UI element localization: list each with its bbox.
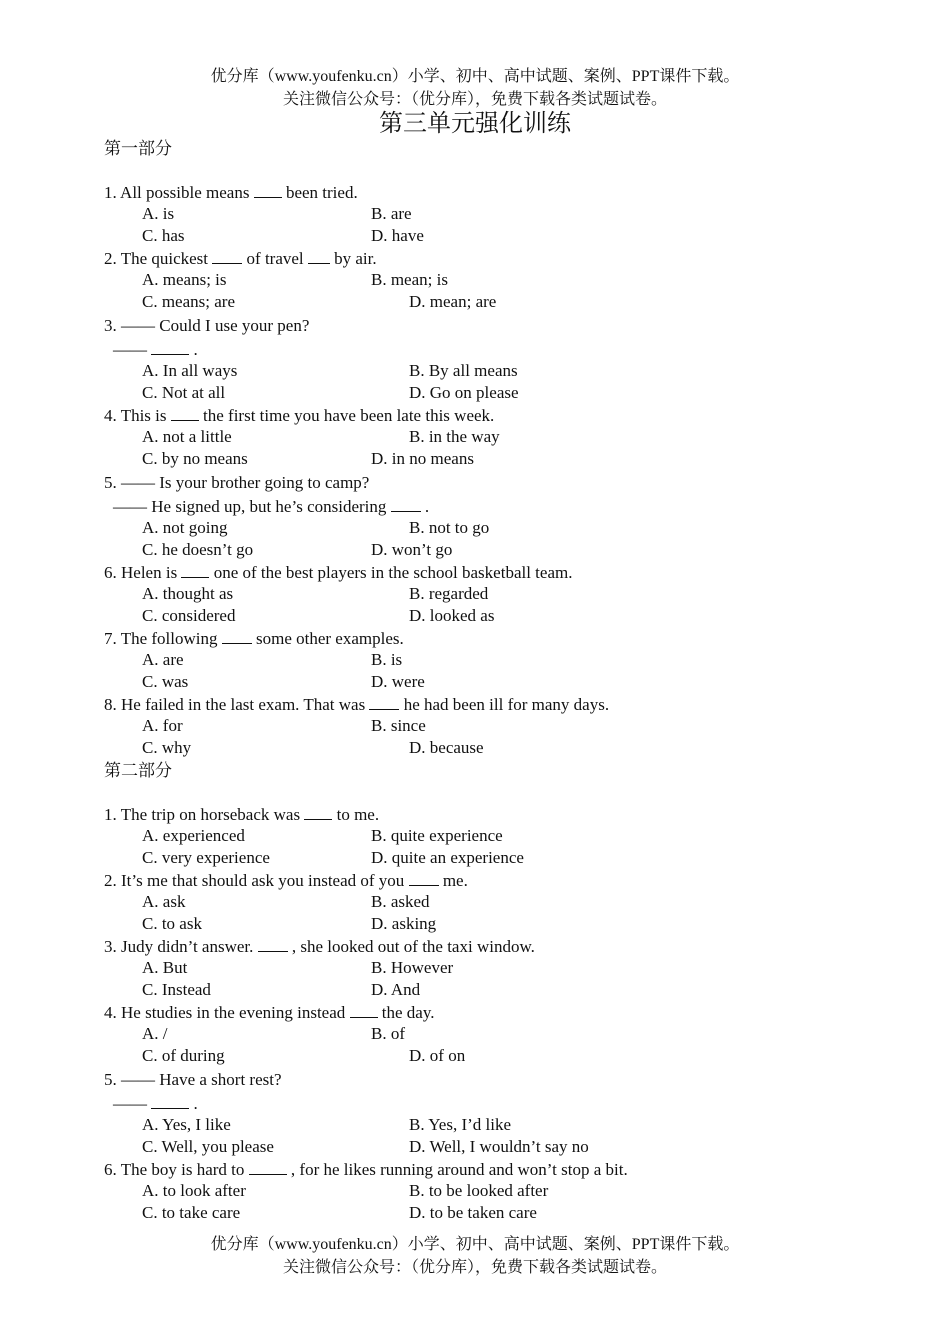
p2-q1-opt-a: A. experienced xyxy=(142,826,245,845)
p2-q4-opt-b: B. of xyxy=(371,1024,405,1043)
p1-q7-opt-d: D. were xyxy=(371,672,425,691)
p1-q2-opt-d: D. mean; are xyxy=(409,292,497,311)
p1-q7-opt-a: A. are xyxy=(142,650,184,669)
p1-q5-opt-b: B. not to go xyxy=(409,518,490,537)
p2-q1-opt-b: B. quite experience xyxy=(371,826,503,845)
p1-q7-opt-c: C. was xyxy=(142,672,189,691)
answer-blank xyxy=(222,627,252,644)
answer-blank xyxy=(304,803,332,820)
p2-q5-opt-b: B. Yes, I’d like xyxy=(409,1115,512,1134)
p2-q3-opt-b: B. However xyxy=(371,958,454,977)
answer-blank xyxy=(391,495,421,512)
p2-q6-opt-a: A. to look after xyxy=(142,1181,246,1200)
p2-q2-stem: 2. It’s me that should ask you instead of you me. xyxy=(104,871,468,890)
p2-q2-opt-d: D. asking xyxy=(371,914,437,933)
p2-q2-opt-b: B. asked xyxy=(371,892,430,911)
p1-q7-opt-b: B. is xyxy=(371,650,403,669)
p1-q6-opt-b: B. regarded xyxy=(409,584,489,603)
p1-q3-stem: 3. —— Could I use your pen? xyxy=(104,316,310,335)
p1-q8-opt-a: A. for xyxy=(142,716,183,735)
p2-q5-opt-c: C. Well, you please xyxy=(142,1137,274,1156)
p1-q4-opt-a: A. not a little xyxy=(142,427,232,446)
answer-blank xyxy=(254,181,282,198)
p1-q4-opt-b: B. in the way xyxy=(409,427,500,446)
p1-q6-opt-c: C. considered xyxy=(142,606,236,625)
p2-q2-opt-c: C. to ask xyxy=(142,914,202,933)
p1-q8-opt-b: B. since xyxy=(371,716,426,735)
p2-q6-stem: 6. The boy is hard to , for he likes running around and won’t stop a bit. xyxy=(104,1160,628,1179)
answer-blank xyxy=(258,935,288,952)
answer-blank xyxy=(369,693,399,710)
p2-q6-opt-c: C. to take care xyxy=(142,1203,241,1222)
p1-q5-opt-d: D. won’t go xyxy=(371,540,453,559)
p1-q8-stem: 8. He failed in the last exam. That was he had been ill for many days. xyxy=(104,695,610,714)
p2-q5-reply: —— . xyxy=(113,1094,198,1113)
p2-q5-stem: 5. —— Have a short rest? xyxy=(104,1070,282,1089)
p2-q3-opt-a: A. But xyxy=(142,958,188,977)
p1-q1-opt-b: B. are xyxy=(371,204,412,223)
answer-blank xyxy=(151,1092,189,1109)
answer-blank xyxy=(249,1158,287,1175)
p1-q1-opt-c: C. has xyxy=(142,226,185,245)
p1-q5-reply: —— He signed up, but he’s considering . xyxy=(113,497,430,516)
p2-q6-opt-b: B. to be looked after xyxy=(409,1181,549,1200)
p1-q2-opt-b: B. mean; is xyxy=(371,270,448,289)
p2-q4-opt-d: D. of on xyxy=(409,1046,466,1065)
p2-q5-opt-d: D. Well, I wouldn’t say no xyxy=(409,1137,589,1156)
header-line-2: 关注微信公众号：（优分库），免费下载各类试题试卷。 xyxy=(282,91,667,108)
p1-q6-stem: 6. Helen is one of the best players in the school basketball team. xyxy=(104,563,573,582)
p1-q8-opt-c: C. why xyxy=(142,738,192,757)
answer-blank xyxy=(181,561,209,578)
p1-q5-stem: 5. —— Is your brother going to camp? xyxy=(104,473,370,492)
p1-q3-opt-a: A. In all ways xyxy=(142,361,238,380)
p1-q1-stem: 1. All possible means been tried. xyxy=(104,183,358,202)
header-line-1: 优分库（www.youfenku.cn）小学、初中、高中试题、案例、PPT课件下载。 xyxy=(210,68,740,85)
p2-q1-stem: 1. The trip on horseback was to me. xyxy=(104,805,380,824)
p1-q8-opt-d: D. because xyxy=(409,738,484,757)
footer-line-2: 关注微信公众号：（优分库），免费下载各类试题试卷。 xyxy=(282,1259,667,1276)
part1-heading: 第一部分 xyxy=(104,139,172,158)
answer-blank xyxy=(171,404,199,421)
p1-q6-opt-a: A. thought as xyxy=(142,584,234,603)
p2-q3-opt-d: D. And xyxy=(371,980,421,999)
p1-q1-opt-a: A. is xyxy=(142,204,175,223)
p1-q2-opt-c: C. means; are xyxy=(142,292,235,311)
answer-blank xyxy=(212,247,242,264)
p1-q3-opt-b: B. By all means xyxy=(409,361,518,380)
p1-q4-opt-d: D. in no means xyxy=(371,449,474,468)
p2-q3-stem: 3. Judy didn’t answer. , she looked out of the taxi window. xyxy=(104,937,535,956)
answer-blank xyxy=(409,869,439,886)
p1-q4-stem: 4. This is the first time you have been late this week. xyxy=(104,406,495,425)
answer-blank xyxy=(151,338,189,355)
p2-q1-opt-d: D. quite an experience xyxy=(371,848,524,867)
p1-q5-opt-c: C. he doesn’t go xyxy=(142,540,254,559)
footer-line-1: 优分库（www.youfenku.cn）小学、初中、高中试题、案例、PPT课件下载。 xyxy=(210,1236,740,1253)
p1-q3-opt-d: D. Go on please xyxy=(409,383,519,402)
p2-q6-opt-d: D. to be taken care xyxy=(409,1203,537,1222)
p2-q5-opt-a: A. Yes, I like xyxy=(142,1115,231,1134)
p2-q2-opt-a: A. ask xyxy=(142,892,186,911)
p1-q3-reply: —— . xyxy=(113,340,198,359)
p1-q7-stem: 7. The following some other examples. xyxy=(104,629,404,648)
part2-heading: 第二部分 xyxy=(104,761,172,780)
p1-q5-opt-a: A. not going xyxy=(142,518,228,537)
answer-blank xyxy=(308,247,330,264)
p1-q6-opt-d: D. looked as xyxy=(409,606,495,625)
p2-q4-stem: 4. He studies in the evening instead the day. xyxy=(104,1003,435,1022)
p1-q3-opt-c: C. Not at all xyxy=(142,383,226,402)
answer-blank xyxy=(350,1001,378,1018)
p2-q4-opt-a: A. / xyxy=(142,1024,168,1043)
p1-q2-opt-a: A. means; is xyxy=(142,270,227,289)
p1-q2-stem: 2. The quickest of travel by air. xyxy=(104,249,377,268)
p2-q1-opt-c: C. very experience xyxy=(142,848,270,867)
p1-q1-opt-d: D. have xyxy=(371,226,424,245)
p2-q4-opt-c: C. of during xyxy=(142,1046,225,1065)
page-title: 第三单元强化训练 xyxy=(379,109,571,137)
p1-q4-opt-c: C. by no means xyxy=(142,449,248,468)
p2-q3-opt-c: C. Instead xyxy=(142,980,211,999)
